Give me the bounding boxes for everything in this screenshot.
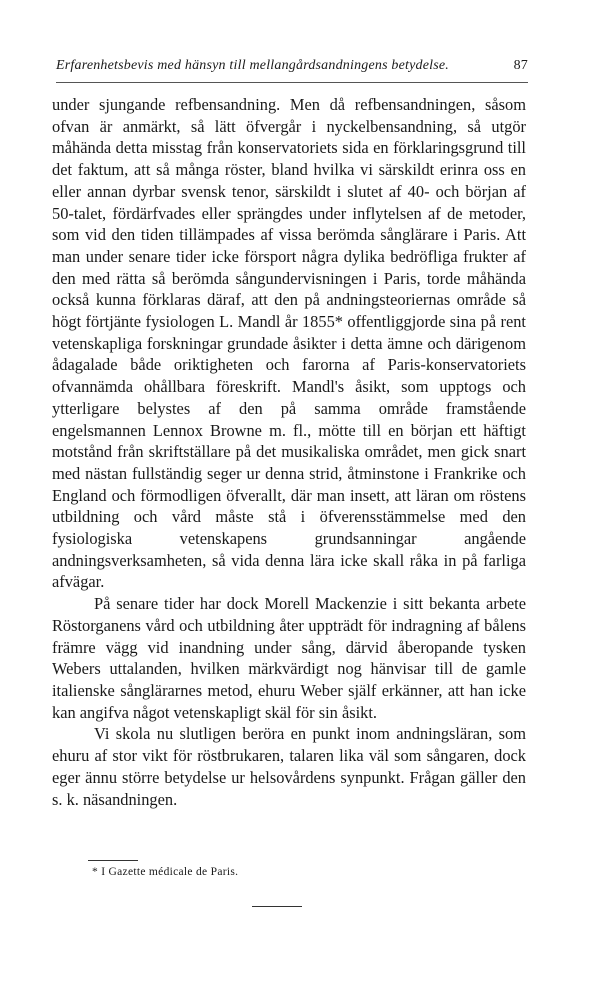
page-number: 87 <box>513 58 528 73</box>
footnote-rule <box>88 860 138 861</box>
running-head-title: Erfarenhetsbevis med hänsyn till mellangårdsandningens betydelse. <box>56 58 450 73</box>
body-text <box>52 94 526 810</box>
paragraph-2: På senare tider har dock Morell Mackenzie i sitt bekanta arbete Röstorganens vård och utbildning åter uppträdt för indragning af bålens främre vägg vid inandning under sång, därvid åberopande tysken Webers uttalanden, hvilken märkvärdigt nog hänvisar till de gamle italienske sånglärarnes metod, ehuru Weber själf erkänner, att han icke kan angifva något vetenskapligt skäl för sin åsikt. <box>52 594 526 722</box>
paragraph-3: Vi skola nu slutligen beröra en punkt inom andningsläran, som ehuru af stor vikt för röstbrukaren, talaren lika väl som sångaren, dock eger ännu större betydelse ur helsovårdens synpunkt. Frågan gäller den s. k. näsandningen. <box>52 724 526 809</box>
running-head <box>56 58 528 80</box>
footnote: * I Gazette médicale de Paris. <box>92 866 239 878</box>
paragraph-1: under sjungande refbensandning. Men då refbensandningen, såsom ofvan är anmärkt, så lätt öfvergår i nyckelbensandning, så utgör måhända detta misstag från konservatoriets sida en förklaringsgrund till det faktum, att så många röster, bland hvilka vi särskildt erinra oss en eller annan dyrbar svensk tenor, särskildt i slutet af 40- och början af 50-talet, fördärfvades eller sprängdes under inflytelsen af de metoder, som vid den tiden tillämpades af vissa berömda sånglärare i Paris. Att man under senare tider icke försport några dylika bedröfliga frukter af den med rätta så berömda sångundervisningen i Paris, torde måhända också kunna förklaras däraf, att den på andningsteoriernas område så högt förtjänte fysiologen L. Mandl år 1855* offentliggjorde sina på rent vetenskapliga forskningar grundade åsikter i detta ämne och därigenom ådagalade både oriktigheten och farorna af Paris-konservatoriets ofvannämda ohållbara föreskrift. Mandl's åsikt, som upptogs och ytterligare belystes af den på samma område framstående engelsmannen Lennox Browne m. fl., mötte till en början ett häftigt motstånd från skriftställare på det musikaliska området, men gick snart med nästan fullständig seger ur denna strid, åtminstone i Frankrike och England och förmodligen öfverallt, där man insett, att läran om röstens utbildning och vård måste stå i öfverensstämmelse med den fysiologiska vetenskapens grundsanningar angående andningsverksamheten, så vida denna lära icke skall råka in på farliga afvägar. <box>52 95 526 592</box>
header-rule <box>56 82 528 83</box>
bottom-rule <box>252 906 302 907</box>
